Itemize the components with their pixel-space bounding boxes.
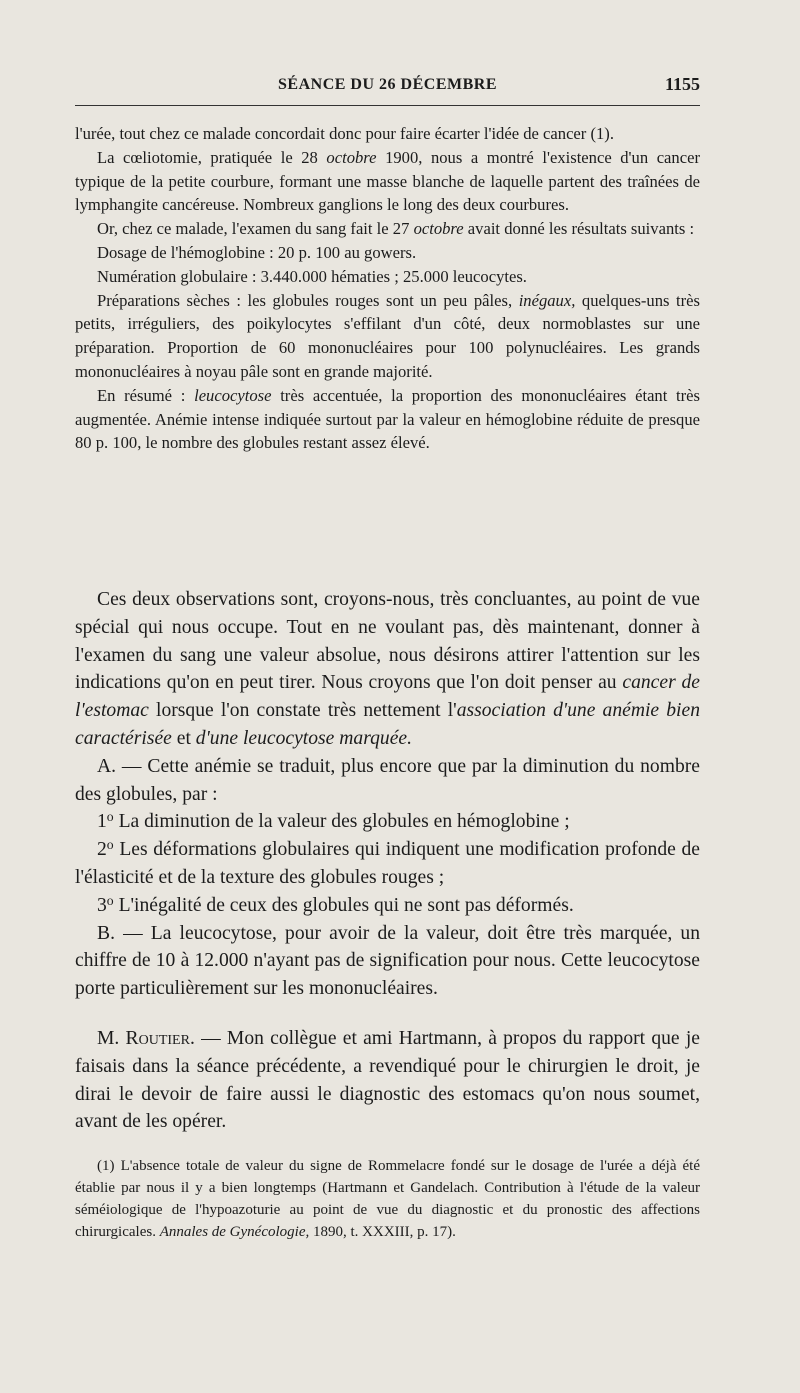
italic-text: d'une leucocytose marquée. <box>195 727 412 749</box>
italic-text: leucocytose <box>194 385 272 405</box>
text: L'absence totale de valeur du signe de Rommelacre fondé sur le dosage de l'urée a déjà été établie par nous il y a bien longtemps (Hartmann et Gandelach. Contribution à l'étude de la valeur séméiologique de l'hypoazoturie au point de vue du diagnostic et du pronostic des affections chirurgicales. <box>75 1158 701 1240</box>
paragraph <box>75 217 700 241</box>
text: — Mon collègue et ami Hartmann, à propos du rapport que je faisais dans la séance précédente, a revendiqué pour le chirurgien le droit, je dirai le devoir de faire aussi le diagnostic des estomacs qu'on nous soumet, avant de les opérer. <box>75 1027 700 1133</box>
paragraph <box>75 586 700 753</box>
text: lorsque l'on constate très nettement l' <box>156 700 457 722</box>
text: La cœliotomie, pratiquée le 28 <box>97 147 318 167</box>
item-number: 1 <box>97 811 107 833</box>
footnote <box>75 1155 700 1243</box>
text: 1900, nous a montré l'existence d'un cancer typique de la petite courbure, formant une masse blanche de laquelle partent des traînées de lymphangite cancéreuse. Nombreux ganglions le long des deux courbures. <box>75 147 700 215</box>
text: L'inégalité de ceux des globules qui ne sont pas déformés. <box>118 894 574 916</box>
running-head: SÉANCE DU 26 DÉCEMBRE <box>278 76 497 93</box>
text: Préparations sèches : les globules rouges sont un peu pâles, <box>97 290 513 310</box>
text: quelques-uns très petits, irréguliers, des poikylocytes s'effilant d'un côté, deux normoblastes sur une préparation. Proportion de 60 mononucléaires pour 100 polynucléaires. Les grands mononucléaires à noyau pâle sont en grande majorité. <box>75 290 700 381</box>
text: avait donné les résultats suivants : <box>467 219 695 239</box>
ordinal-mark: o <box>106 837 114 852</box>
footnote-marker: (1) <box>97 1158 115 1174</box>
main-text <box>75 586 700 1136</box>
paragraph <box>75 122 700 146</box>
observation-text <box>75 122 700 455</box>
ordinal-mark: o <box>106 809 114 825</box>
item-number: 3 <box>97 894 107 916</box>
page-number: 1155 <box>664 74 700 94</box>
header-rule <box>75 105 700 106</box>
list-item <box>75 836 700 892</box>
text: En résumé : <box>97 385 186 405</box>
footnote-text <box>75 1155 700 1243</box>
list-item <box>75 892 700 920</box>
paragraph: A. — Cette anémie se traduit, plus encore que par la diminution du nombre des globules, par : <box>75 755 700 805</box>
italic-text: octobre <box>326 147 377 167</box>
italic-text: cancer de l'estomac <box>75 672 700 722</box>
page-header <box>75 70 700 100</box>
paragraph: Numération globulaire : 3.440.000 hématies ; 25.000 leucocytes. <box>97 266 527 286</box>
text: Ces deux observations sont, croyons-nous, très concluantes, au point de vue spécial qui nous occupe. Tout en ne voulant pas, dès maintenant, donner à l'examen du sang une valeur absolue, nous désirons attirer l'attention sur les indications qu'on en peut tirer. Nous croyons que l'on doit penser au <box>75 589 700 694</box>
paragraph <box>75 289 700 384</box>
paragraph: Dosage de l'hémoglobine : 20 p. 100 au gowers. <box>97 242 417 262</box>
text: Les déformations globulaires qui indiquent une modification profonde de l'élasticité et de la texture des globules rouges ; <box>75 839 700 888</box>
footnote-ref: (1). <box>590 124 614 143</box>
ordinal-mark: o <box>106 892 114 908</box>
list-item <box>75 808 700 836</box>
paragraph <box>75 384 700 455</box>
spacer <box>75 1003 700 1025</box>
paragraph <box>75 1025 700 1136</box>
italic-text: inégaux, <box>518 290 576 310</box>
text: très accentuée, la proportion des mononucléaires étant très augmentée. Anémie intense indiquée surtout par la valeur en hémoglobine réduite de presque 80 p. 100, le nombre des globules restant assez élevé. <box>75 385 700 453</box>
text: et <box>176 727 191 749</box>
speaker-name: M. Routier. <box>97 1027 195 1049</box>
item-number: 2 <box>97 839 107 861</box>
paragraph <box>75 146 700 217</box>
text: l'urée, tout chez ce malade concordait donc pour faire écarter l'idée de cancer <box>75 124 587 143</box>
italic-text: Annales de Gynécologie, <box>159 1224 310 1240</box>
italic-text: octobre <box>413 219 464 239</box>
paragraph: B. — La leucocytose, pour avoir de la valeur, doit être très marquée, un chiffre de 10 à 12.000 n'ayant pas de signification pour nous. Cette leucocytose porte particulièrement sur les mononucléaires. <box>75 922 700 1000</box>
text: La diminution de la valeur des globules en hémoglobine ; <box>118 811 570 833</box>
text: Or, chez ce malade, l'examen du sang fait le 27 <box>97 219 410 239</box>
italic-text: association d'une anémie bien caractérisée <box>75 700 700 749</box>
text: 1890, t. XXXIII, p. 17). <box>312 1224 456 1240</box>
